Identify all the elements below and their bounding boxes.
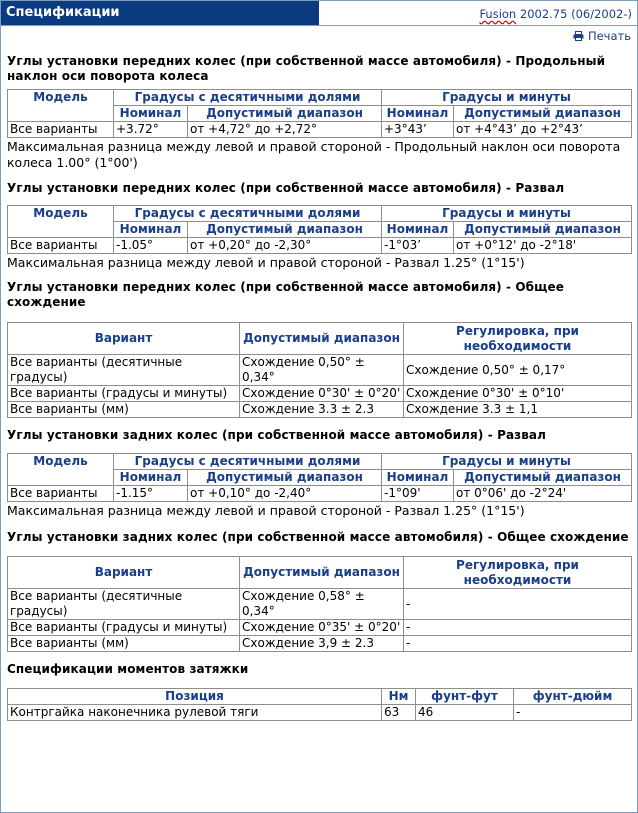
col-range: Допустимый диапазон bbox=[240, 557, 404, 589]
col-lbin: фунт-дюйм bbox=[514, 689, 632, 705]
col-nominal: Номинал bbox=[114, 470, 188, 486]
col-nominal: Номинал bbox=[382, 470, 454, 486]
table-row bbox=[8, 705, 632, 721]
cell-nm: 63 bbox=[382, 705, 416, 721]
col-model: Модель bbox=[8, 206, 114, 238]
cell-range: Схождение 0,58° ± 0,34° bbox=[240, 589, 404, 620]
cell-position: Контргайка наконечника рулевой тяги bbox=[8, 705, 382, 721]
section-title-caster: Углы установки передних колес (при собственной массе автомобиля) - Продольный наклон оси поворота колеса bbox=[7, 54, 606, 83]
cell-variant: Все варианты (мм) bbox=[8, 636, 240, 652]
cell-dm-nominal: +3°43’ bbox=[382, 122, 454, 138]
col-nm: Нм bbox=[382, 689, 416, 705]
col-model: Модель bbox=[8, 90, 114, 122]
cell-dm-range: от +4°43’ до +2°43’ bbox=[454, 122, 632, 138]
col-range: Допустимый диапазон bbox=[188, 222, 382, 238]
cell-dm-nominal: -1°09' bbox=[382, 486, 454, 502]
cell-dec-range: от +0,10° до -2,40° bbox=[188, 486, 382, 502]
cell-variant: Все варианты (градусы и минуты) bbox=[8, 386, 240, 402]
cell-lbft: 46 bbox=[416, 705, 514, 721]
torque-table bbox=[7, 688, 632, 721]
printer-icon bbox=[573, 31, 584, 41]
cell-adjust: Схождение 0°30' ± 0°10' bbox=[404, 386, 632, 402]
col-model: Модель bbox=[8, 454, 114, 486]
col-nominal: Номинал bbox=[114, 106, 188, 122]
table-row bbox=[8, 402, 632, 418]
model-year: 2002.75 (06/2002-) bbox=[516, 7, 632, 21]
cell-adjust: - bbox=[404, 620, 632, 636]
col-range: Допустимый диапазон bbox=[454, 106, 632, 122]
col-range: Допустимый диапазон bbox=[454, 470, 632, 486]
col-variant: Вариант bbox=[8, 323, 240, 355]
section-title-torque: Спецификации моментов затяжки bbox=[7, 662, 249, 676]
rear-camber-table bbox=[7, 453, 632, 502]
print-row bbox=[1, 26, 637, 46]
col-degmin: Градусы и минуты bbox=[382, 454, 632, 470]
cell-variant: Все варианты (десятичные градусы) bbox=[8, 589, 240, 620]
cell-adjust: Схождение 3.3 ± 1,1 bbox=[404, 402, 632, 418]
col-range: Допустимый диапазон bbox=[240, 323, 404, 355]
cell-adjust: Схождение 0,50° ± 0,17° bbox=[404, 355, 632, 386]
cell-lbin: - bbox=[514, 705, 632, 721]
col-adjust: Регулировка, при необходимости bbox=[404, 323, 632, 355]
col-decimal: Градусы с десятичными долями bbox=[114, 206, 382, 222]
cell-model: Все варианты bbox=[8, 122, 114, 138]
table-row bbox=[8, 620, 632, 636]
col-nominal: Номинал bbox=[114, 222, 188, 238]
caster-note: Максимальная разница между левой и правой стороной - Продольный наклон оси поворота колеса 1.00° (1°00') bbox=[7, 139, 621, 170]
title-bar bbox=[1, 1, 637, 26]
cell-variant: Все варианты (мм) bbox=[8, 402, 240, 418]
col-decimal: Градусы с десятичными долями bbox=[114, 454, 382, 470]
col-range: Допустимый диапазон bbox=[188, 470, 382, 486]
col-range: Допустимый диапазон bbox=[454, 222, 632, 238]
col-adjust: Регулировка, при необходимости bbox=[404, 557, 632, 589]
caster-table bbox=[7, 89, 632, 138]
cell-range: Схождение 0,50° ± 0,34° bbox=[240, 355, 404, 386]
table-row bbox=[8, 486, 632, 502]
cell-dm-range: от +0°12' до -2°18' bbox=[454, 238, 632, 254]
cell-variant: Все варианты (градусы и минуты) bbox=[8, 620, 240, 636]
table-row bbox=[8, 122, 632, 138]
table-row bbox=[8, 238, 632, 254]
cell-range: Схождение 0°30' ± 0°20' bbox=[240, 386, 404, 402]
cell-dm-nominal: -1°03’ bbox=[382, 238, 454, 254]
print-link[interactable] bbox=[573, 29, 631, 43]
cell-dec-range: от +0,20° до -2,30° bbox=[188, 238, 382, 254]
col-nominal: Номинал bbox=[382, 222, 454, 238]
cell-model: Все варианты bbox=[8, 486, 114, 502]
cell-model: Все варианты bbox=[8, 238, 114, 254]
page-title: Спецификации bbox=[1, 1, 319, 25]
rear-toe-table bbox=[7, 556, 632, 652]
col-degmin: Градусы и минуты bbox=[382, 90, 632, 106]
rear-camber-note: Максимальная разница между левой и правой стороной - Развал 1.25° (1°15') bbox=[7, 503, 525, 518]
cell-dm-range: от 0°06' до -2°24' bbox=[454, 486, 632, 502]
cell-adjust: - bbox=[404, 636, 632, 652]
col-variant: Вариант bbox=[8, 557, 240, 589]
col-degmin: Градусы и минуты bbox=[382, 206, 632, 222]
front-camber-note: Максимальная разница между левой и правой стороной - Развал 1.25° (1°15') bbox=[7, 255, 525, 270]
col-range: Допустимый диапазон bbox=[188, 106, 382, 122]
print-label: Печать bbox=[587, 29, 631, 43]
section-title-rear-camber: Углы установки задних колес (при собственной массе автомобиля) - Развал bbox=[7, 428, 547, 442]
section-title-rear-toe: Углы установки задних колес (при собственной массе автомобиля) - Общее схождение bbox=[7, 530, 629, 544]
cell-adjust: - bbox=[404, 589, 632, 620]
table-row bbox=[8, 589, 632, 620]
front-toe-table bbox=[7, 322, 632, 418]
cell-range: Схождение 3.3 ± 2.3 bbox=[240, 402, 404, 418]
model-name-link[interactable]: Fusion bbox=[479, 7, 517, 21]
cell-range: Схождение 3,9 ± 2.3 bbox=[240, 636, 404, 652]
table-row bbox=[8, 355, 632, 386]
cell-variant: Все варианты (десятичные градусы) bbox=[8, 355, 240, 386]
cell-dec-nominal: -1.15° bbox=[114, 486, 188, 502]
cell-dec-nominal: -1.05° bbox=[114, 238, 188, 254]
cell-range: Схождение 0°35' ± 0°20' bbox=[240, 620, 404, 636]
table-row bbox=[8, 386, 632, 402]
model-info bbox=[319, 1, 637, 25]
section-title-front-toe: Углы установки передних колес (при собственной массе автомобиля) - Общее схождение bbox=[7, 280, 564, 309]
col-decimal: Градусы с десятичными долями bbox=[114, 90, 382, 106]
col-nominal: Номинал bbox=[382, 106, 454, 122]
cell-dec-range: от +4,72° до +2,72° bbox=[188, 122, 382, 138]
col-lbft: фунт-фут bbox=[416, 689, 514, 705]
cell-dec-nominal: +3.72° bbox=[114, 122, 188, 138]
table-row bbox=[8, 636, 632, 652]
section-title-front-camber: Углы установки передних колес (при собственной массе автомобиля) - Развал bbox=[7, 181, 565, 195]
col-position: Позиция bbox=[8, 689, 382, 705]
front-camber-table bbox=[7, 205, 632, 254]
